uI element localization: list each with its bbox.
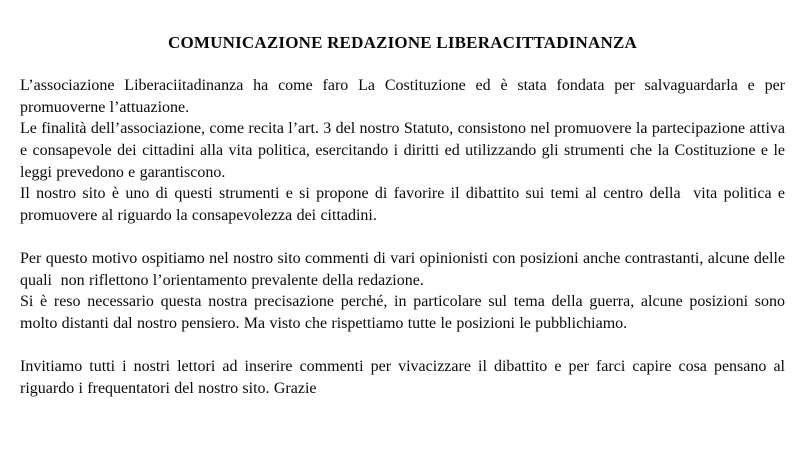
- paragraph-reader-invitation: Invitiamo tutti i nostri lettori ad inserire commenti per vivacizzare il dibattito e per farci capire cosa pensano al riguardo i frequentatori del nostro sito. Grazie: [20, 357, 790, 397]
- section-invitation: [20, 356, 790, 399]
- section-editorial-position: [20, 248, 794, 334]
- paragraph-clarification-war: Si è reso necessario questa nostra precisazione perché, in particolare sul tema della guerra, alcune posizioni sono molto distanti dal nostro pensiero. Ma visto che rispettiamo tutte le posizioni le pubblichiamo.: [20, 293, 794, 332]
- paragraph-statute-goals: Le finalità dell’associazione, come recita l’art. 3 del nostro Statuto, consistono nel promuovere la partecipazione attiva e consapevole dei cittadini alla vita politica, esercitando i diritti ed utilizzando gli strumenti che la Costituzione e le leggi prevedono e garantiscono.: [20, 120, 790, 181]
- paragraph-site-purpose: Il nostro sito è uno di questi strumenti e si propone di favorire il dibattito sui temi al centro della vita politica e promuovere al riguardo la consapevolezza dei cittadini.: [20, 185, 790, 224]
- section-intro: [20, 75, 790, 226]
- paragraph-association-purpose: L’associazione Liberaciitadinanza ha come faro La Costituzione ed è stata fondata per salvaguardarla e per promuoverne l’attuazione.: [20, 77, 790, 116]
- document-title: COMUNICAZIONE REDAZIONE LIBERACITTADINANZA: [167, 33, 638, 52]
- paragraph-opinions-hosted: Per questo motivo ospitiamo nel nostro sito commenti di vari opinionisti con posizioni anche contrastanti, alcune delle quali non riflettono l’orientamento prevalente della redazione.: [20, 249, 790, 289]
